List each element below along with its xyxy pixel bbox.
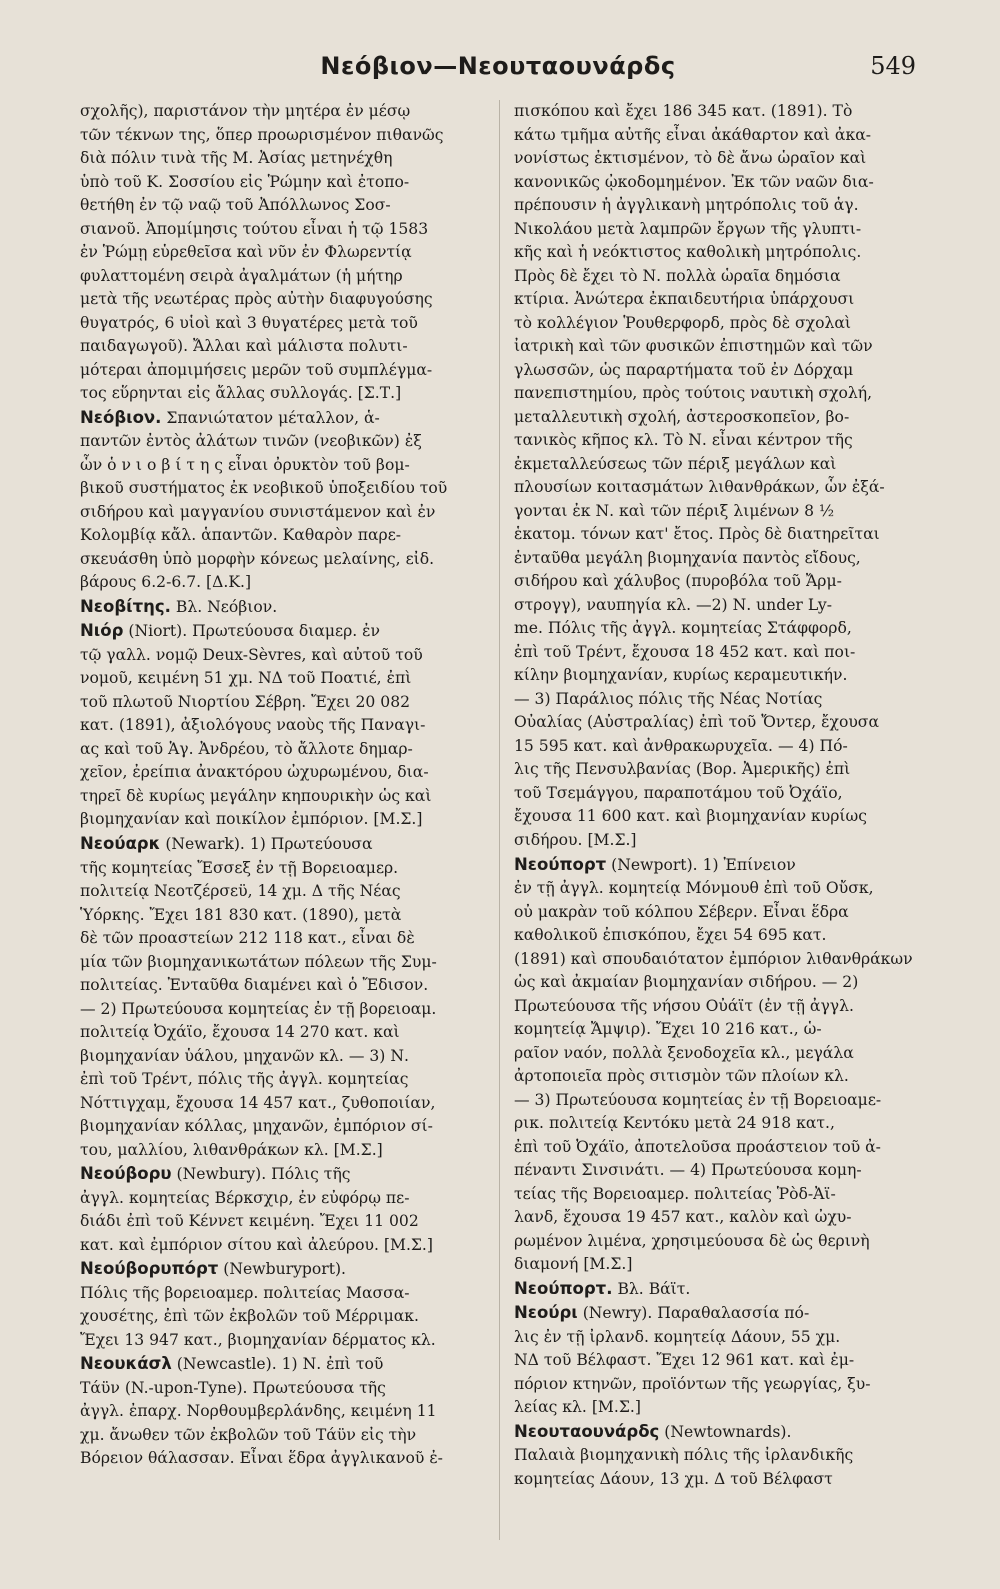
- entry-line: [80, 524, 488, 548]
- entry-line: [514, 265, 922, 289]
- entry-line: [514, 877, 922, 901]
- entry-line: [514, 594, 922, 618]
- entry-text: ἑκατομ. τόνων κατ' ἔτος. Πρὸς δὲ διατηρεῖται: [514, 525, 880, 544]
- entry-line: [80, 927, 488, 951]
- entry-text: — 3) Παράλιος πόλις τῆς Νέας Νοτίας: [514, 689, 823, 708]
- entry-line: [514, 1373, 922, 1397]
- entry-line: [514, 641, 922, 665]
- entry-text: τοῦ Τσεμάγγου, παραποτάμου τοῦ Ὀχάϊο,: [514, 783, 843, 802]
- entry-text: λις ἐν τῇ ἰρλανδ. κομητείᾳ Δάουν, 55 χμ.: [514, 1327, 841, 1346]
- entry-line: [80, 1424, 488, 1448]
- entry-line: [80, 1045, 488, 1069]
- entry-line: [514, 124, 922, 148]
- dictionary-entry: [80, 406, 488, 595]
- entry-text: στρογγ), ναυπηγία κλ. —2) Ν. under Ly-: [514, 595, 832, 614]
- entry-line: [80, 1187, 488, 1211]
- entry-text: βάρους 6.2-6.7. [Δ.Κ.]: [80, 573, 252, 592]
- entry-text: Ἔχει 13 947 κατ., βιομηχανίαν δέρματος κλ.: [80, 1330, 436, 1349]
- entry-line: [514, 1018, 922, 1042]
- entry-line: [514, 1253, 922, 1277]
- entry-line: [514, 1230, 922, 1254]
- entry-headword: Νεούβορυ: [80, 1164, 172, 1184]
- entry-text: Τάϋν (N.-upon-Tyne). Πρωτεύουσα τῆς: [80, 1378, 386, 1397]
- entry-text: σιδήρου καὶ χάλυβος (πυροβόλα τοῦ Ἄρμ-: [514, 572, 842, 591]
- entry-line: [514, 1444, 922, 1468]
- entry-line: [514, 829, 922, 853]
- entry-line: [80, 644, 488, 668]
- entry-line: [80, 241, 488, 265]
- entry-line: [80, 1139, 488, 1163]
- entry-line: [514, 711, 922, 735]
- entry-text: πανεπιστημίου, πρὸς τούτοις ναυτικὴ σχολή,: [514, 384, 873, 403]
- entry-text: κάτω τμῆμα αὐτῆς εἶναι ἀκάθαρτον καὶ ἀκα-: [514, 125, 872, 144]
- entry-headword: Νεουκάσλ: [80, 1354, 172, 1374]
- entry-line: [80, 1447, 488, 1471]
- entry-line: [80, 1305, 488, 1329]
- entry-headword: Νεουταουνάρδς: [514, 1421, 660, 1441]
- entry-text: τῆς κομητείας Ἔσσεξ ἐν τῇ Βορειοαμερ.: [80, 858, 399, 877]
- entry-line: [514, 429, 922, 453]
- entry-line: [80, 761, 488, 785]
- entry-text: κῆς καὶ ἡ νεόκτιστος καθολικὴ μητρόπολις.: [514, 243, 862, 262]
- entry-line: [514, 241, 922, 265]
- entry-text: Ὑόρκης. Ἔχει 181 830 κατ. (1890), μετὰ: [80, 905, 402, 924]
- entry-text: λανδ, ἔχουσα 19 457 κατ., καλὸν καὶ ὠχυ-: [514, 1208, 852, 1227]
- entry-text: (Newbury). Πόλις τῆς: [176, 1165, 351, 1184]
- entry-text: διὰ πόλιν τινὰ τῆς Μ. Ἀσίας μετηνέχθη: [80, 149, 393, 168]
- entry-text: ἰατρικὴ καὶ τῶν φυσικῶν ἐπιστημῶν καὶ τῶν: [514, 337, 873, 356]
- entry-text: διαμονή [Μ.Σ.]: [514, 1255, 633, 1274]
- entry-text: ἐπὶ τοῦ Τρέντ, ἔχουσα 18 452 κατ. καὶ ποι-: [514, 642, 856, 661]
- dictionary-entry: [514, 100, 922, 853]
- entry-text: ΝΔ τοῦ Βέλφαστ. Ἔχει 12 961 κατ. καὶ ἐμ-: [514, 1351, 855, 1370]
- entry-line: [514, 924, 922, 948]
- entry-line: [80, 691, 488, 715]
- entry-line: [80, 808, 488, 832]
- entry-line: [80, 477, 488, 501]
- entry-text: ἀγγλ. ἐπαρχ. Νορθουμβερλάνδης, κειμένη 11: [80, 1402, 437, 1421]
- entry-line: [80, 974, 488, 998]
- entry-headword: Νεούπορτ.: [514, 1278, 613, 1298]
- entry-text: πέναντι Σινσινάτι. — 4) Πρωτεύουσα κομη-: [514, 1161, 862, 1180]
- entry-headword: Νεούπορτ: [514, 854, 607, 874]
- dictionary-entry: [80, 1257, 488, 1352]
- entry-line: [80, 880, 488, 904]
- dictionary-entry: [514, 1301, 922, 1420]
- entry-text: θυγατρός, 6 υἱοὶ καὶ 3 θυγατέρες μετὰ τοῦ: [80, 313, 418, 332]
- entry-text: (Newport). 1) Ἐπίνειον: [611, 855, 796, 874]
- entry-text: πρέπουσιν ἡ ἀγγλικανὴ μητρόπολις τοῦ ἁγ.: [514, 196, 859, 215]
- entry-line: [514, 335, 922, 359]
- entry-headword: Νεούρι: [514, 1303, 578, 1323]
- entry-text: βιομηχανίαν ὑάλου, μηχανῶν κλ. — 3) Ν.: [80, 1046, 409, 1065]
- entry-line: [514, 171, 922, 195]
- entry-text: κατ. (1891), ἀξιολόγους ναοὺς τῆς Παναγι-: [80, 716, 426, 735]
- entry-text: Βλ. Νεόβιον.: [175, 597, 278, 616]
- entry-line: [514, 1159, 922, 1183]
- entry-headword: Νεούαρκ: [80, 833, 161, 853]
- entry-line: [514, 1065, 922, 1089]
- entry-line: [80, 1400, 488, 1424]
- entry-text: ἐπὶ τοῦ Τρέντ, πόλις τῆς ἀγγλ. κομητείας: [80, 1070, 409, 1089]
- entry-line: [80, 571, 488, 595]
- entry-line: [514, 688, 922, 712]
- entry-text: θετήθη ἐν τῷ ναῷ τοῦ Ἀπόλλωνος Σοσ-: [80, 196, 391, 215]
- entry-line: [80, 667, 488, 691]
- entry-text: ἐν τῇ ἀγγλ. κομητείᾳ Μόνμουθ ἐπὶ τοῦ Οὔσκ,: [514, 879, 874, 898]
- entry-text: Νόττιγχαμ, ἔχουσα 14 457 κατ., ζυθοποιίαν,: [80, 1093, 436, 1112]
- entry-line: [80, 335, 488, 359]
- entry-headword: Νεοβίτης.: [80, 596, 171, 616]
- entry-line: [80, 124, 488, 148]
- entry-line: [80, 785, 488, 809]
- entry-line: [514, 995, 922, 1019]
- entry-line: [80, 1210, 488, 1234]
- dictionary-entry: [514, 1420, 922, 1492]
- entry-text: — 3) Πρωτεύουσα κομητείας ἐν τῇ Βορειοαμε-: [514, 1090, 882, 1109]
- entry-line: [80, 951, 488, 975]
- entry-text: τὸ κολλέγιον Ῥουθερφορδ, πρὸς δὲ σχολαὶ: [514, 313, 852, 332]
- entry-text: φυλαττομένη σειρὰ ἀγαλμάτων (ἡ μήτηρ: [80, 266, 403, 285]
- entry-line: [514, 1301, 922, 1326]
- entry-line: [514, 948, 922, 972]
- entry-line: [514, 523, 922, 547]
- entry-line: [514, 805, 922, 829]
- entry-text: βιομηχανίαν καὶ ποικίλον ἐμπόριον. [Μ.Σ.]: [80, 810, 423, 829]
- entry-text: ρωμένον λιμένα, χρησιμεύουσα δὲ ὡς θερινὴ: [514, 1231, 870, 1250]
- dictionary-entry: [80, 619, 488, 832]
- entry-line: [80, 857, 488, 881]
- entry-line: [80, 312, 488, 336]
- entry-text: τοῦ πλωτοῦ Νιορτίου Σέβρη. Ἔχει 20 082: [80, 692, 411, 711]
- entry-line: [514, 100, 922, 124]
- entry-text: ἀρτοποιεῖα πρὸς σιτισμὸν τῶν πλοίων κλ.: [514, 1067, 849, 1086]
- entry-line: [514, 1206, 922, 1230]
- entry-text: Παλαιὰ βιομηχανικὴ πόλις τῆς ἰρλανδικῆς: [514, 1446, 854, 1465]
- entry-text: νονίστως ἐκτισμένον, τὸ δὲ ἄνω ὡραῖον καὶ: [514, 149, 867, 168]
- entry-line: [514, 782, 922, 806]
- entry-text: — 2) Πρωτεύουσα κομητείας ἐν τῇ βορειοαμ.: [80, 999, 437, 1018]
- entry-line: [514, 288, 922, 312]
- entry-text: σιδήρου. [Μ.Σ.]: [514, 830, 637, 849]
- entry-text: Οὐαλίας (Αὐστραλίας) ἐπὶ τοῦ Ὄντερ, ἔχουσα: [514, 713, 879, 732]
- entry-line: [80, 430, 488, 454]
- entry-line: [514, 382, 922, 406]
- entry-text: ἐκμεταλλεύσεως τῶν πέριξ μεγάλων καὶ: [514, 454, 837, 473]
- page-number: 549: [870, 52, 916, 80]
- column-divider: [499, 100, 500, 1540]
- entry-text: μεταλλευτικὴ σχολή, ἀστεροσκοπεῖον, βο-: [514, 407, 850, 426]
- entry-line: [514, 1183, 922, 1207]
- entry-text: δὲ τῶν προαστείων 212 118 κατ., εἶναι δὲ: [80, 929, 415, 948]
- entry-text: Πόλις τῆς βορειοαμερ. πολιτείας Μασσα-: [80, 1283, 410, 1302]
- entry-line: [514, 1326, 922, 1350]
- entry-line: [80, 1329, 488, 1353]
- entry-text: μία τῶν βιομηχανικωτάτων πόλεων τῆς Συμ-: [80, 952, 437, 971]
- entry-line: [80, 998, 488, 1022]
- entry-text: (Newtownards).: [664, 1422, 792, 1441]
- entry-line: [514, 853, 922, 878]
- entry-line: [80, 501, 488, 525]
- entry-text: βιομηχανίαν κόλλας, μηχανῶν, ἐμπόριον σί-: [80, 1117, 433, 1136]
- dictionary-entry: [514, 1277, 922, 1302]
- right-column: [514, 100, 922, 1491]
- page-header: [80, 52, 916, 88]
- entry-text: σιανοῦ. Ἀπομίμησις τούτου εἶναι ἡ τῷ 1583: [80, 219, 429, 238]
- entry-line: [514, 1112, 922, 1136]
- entry-line: [514, 664, 922, 688]
- dictionary-entry: [80, 100, 488, 406]
- left-column: [80, 100, 488, 1471]
- entry-line: [80, 1092, 488, 1116]
- entry-text: χουσέτης, ἐπὶ τῶν ἐκβολῶν τοῦ Μέρριμακ.: [80, 1307, 419, 1326]
- entry-text: τῶν τέκνων της, ὅπερ προωρισμένον πιθανῶς: [80, 125, 444, 144]
- entry-text: μότεραι ἀπομιμήσεις μερῶν τοῦ συμπλέγμα-: [80, 360, 433, 379]
- entry-text: ὧν ὁ ν ι ο β ί τ η ς εἶναι ὀρυκτὸν τοῦ βομ-: [80, 455, 410, 474]
- entry-text: τος εὕρηνται εἰς ἄλλας συλλογάς. [Σ.Τ.]: [80, 384, 402, 403]
- entry-text: διάδι ἐπὶ τοῦ Κέννετ κειμένη. Ἔχει 11 002: [80, 1212, 419, 1231]
- entry-text: (Newcastle). 1) Ν. ἐπὶ τοῦ: [176, 1355, 384, 1374]
- entry-text: πισκόπου καὶ ἔχει 186 345 κατ. (1891). Τὸ: [514, 102, 853, 120]
- entry-headword: Νεούβορυπόρτ: [80, 1259, 219, 1279]
- entry-line: [80, 100, 488, 124]
- entry-line: [80, 548, 488, 572]
- entry-text: παντῶν ἐντὸς ἀλάτων τινῶν (νεοβικῶν) ἐξ: [80, 432, 422, 451]
- entry-text: Πρωτεύουσα τῆς νήσου Οὐάϊτ (ἐν τῇ ἀγγλ.: [514, 996, 854, 1015]
- entry-text: λείας κλ. [Μ.Σ.]: [514, 1398, 641, 1417]
- entry-line: [80, 1352, 488, 1377]
- entry-text: 15 595 κατ. καὶ ἀνθρακωρυχεῖα. — 4) Πό-: [514, 736, 848, 755]
- entry-line: [80, 265, 488, 289]
- dictionary-entry: [80, 832, 488, 1162]
- entry-text: πόριον κτηνῶν, προϊόντων τῆς γεωργίας, ξυ-: [514, 1374, 871, 1393]
- entry-line: [514, 500, 922, 524]
- entry-text: κτίρια. Ἀνώτερα ἐκπαιδευτήρια ὑπάρχουσι: [514, 290, 855, 309]
- entry-text: Βλ. Βάϊτ.: [617, 1279, 691, 1298]
- entry-text: παιδαγωγοῦ). Ἄλλαι καὶ μάλιστα πολυτι-: [80, 337, 408, 356]
- entry-text: ὡς καὶ ἀκμαίαν βιομηχανίαν σιδήρου. — 2): [514, 973, 859, 992]
- entry-text: τῷ γαλλ. νομῷ Deux-Sèvres, καὶ αὐτοῦ τοῦ: [80, 645, 423, 664]
- entry-text: ὑπὸ τοῦ Κ. Σοσσίου εἰς Ῥώμην καὶ ἐτοπο-: [80, 172, 410, 191]
- entry-line: [80, 454, 488, 478]
- entry-text: τηρεῖ δὲ κυρίως μεγάλην κηπουρικὴν ὡς καὶ: [80, 786, 432, 805]
- entry-text: του, μαλλίου, λιθανθράκων κλ. [Μ.Σ.]: [80, 1140, 383, 1159]
- entry-text: οὐ μακρὰν τοῦ κόλπου Σέβερν. Εἶναι ἕδρα: [514, 902, 849, 921]
- entry-text: κατ. καὶ ἐμπόριον σίτου καὶ ἀλεύρου. [Μ.Σ.]: [80, 1235, 433, 1254]
- entry-line: [514, 1396, 922, 1420]
- entry-text: Σπανιώτατον μέταλλον, ἁ-: [166, 408, 380, 427]
- entry-line: [514, 312, 922, 336]
- entry-text: καθολικοῦ ἐπισκόπου, ἔχει 54 695 κατ.: [514, 926, 827, 945]
- entry-text: me. Πόλις τῆς ἀγγλ. κομητείας Στάφφορδ,: [514, 619, 852, 638]
- entry-line: [80, 619, 488, 644]
- entry-line: [514, 570, 922, 594]
- entry-text: (Newark). 1) Πρωτεύουσα: [165, 834, 373, 853]
- entry-line: [514, 547, 922, 571]
- entry-line: [80, 832, 488, 857]
- entry-text: μετὰ τῆς νεωτέρας πρὸς αὐτὴν διαφυγούσης: [80, 290, 433, 309]
- dictionary-entry: [80, 595, 488, 620]
- entry-line: [80, 1234, 488, 1258]
- entry-line: [514, 194, 922, 218]
- entry-line: [80, 288, 488, 312]
- entry-line: [514, 453, 922, 477]
- entry-text: πλουσίων κοιτασμάτων λιθανθράκων, ὧν ἐξά-: [514, 478, 885, 497]
- entry-text: Πρὸς δὲ ἔχει τὸ Ν. πολλὰ ὡραῖα δημόσια: [514, 266, 841, 285]
- entry-line: [514, 1042, 922, 1066]
- entry-line: [514, 758, 922, 782]
- entry-text: ας καὶ τοῦ Ἁγ. Ἀνδρέου, τὸ ἄλλοτε δημαρ-: [80, 739, 413, 758]
- entry-line: [80, 1068, 488, 1092]
- entry-text: πολιτείᾳ Νεοτζέρσεϋ, 14 χμ. Δ τῆς Νέας: [80, 882, 401, 901]
- entry-text: τανικὸς κῆπος κλ. Τὸ Ν. εἶναι κέντρον τῆς: [514, 431, 853, 450]
- entry-text: κομητείᾳ Ἄμψιρ). Ἔχει 10 216 κατ., ὡ-: [514, 1020, 822, 1039]
- entry-line: [80, 738, 488, 762]
- entry-line: [514, 1349, 922, 1373]
- entry-line: [80, 382, 488, 406]
- entry-text: (Newry). Παραθαλασσία πό-: [582, 1304, 810, 1323]
- entry-text: κανονικῶς ᾠκοδομημένον. Ἐκ τῶν ναῶν δια-: [514, 172, 874, 191]
- entry-text: Βόρειον θάλασσαν. Εἶναι ἕδρα ἀγγλικανοῦ ἐ-: [80, 1449, 443, 1468]
- entry-text: ραῖον ναόν, πολλὰ ξενοδοχεῖα κλ., μεγάλα: [514, 1043, 854, 1062]
- entry-line: [80, 359, 488, 383]
- dictionary-entry: [514, 853, 922, 1277]
- entry-line: [80, 1021, 488, 1045]
- entry-text: γονται ἐκ Ν. καὶ τῶν πέριξ λιμένων 8 ½: [514, 501, 835, 520]
- entry-line: [80, 904, 488, 928]
- entry-text: βικοῦ συστήματος ἐκ νεοβικοῦ ὑποξειδίου τοῦ: [80, 479, 448, 498]
- entry-line: [80, 595, 488, 620]
- entry-line: [514, 617, 922, 641]
- entry-text: ἀγγλ. κομητείας Βέρκσχιρ, ἐν εὐφόρῳ πε-: [80, 1188, 410, 1207]
- entry-line: [80, 1282, 488, 1306]
- entry-text: Νικολάου μετὰ λαμπρῶν ἔργων τῆς γλυπτι-: [514, 219, 862, 238]
- entry-line: [514, 1277, 922, 1302]
- entry-headword: Νιόρ: [80, 621, 124, 641]
- entry-text: πολιτείας. Ἐνταῦθα διαμένει καὶ ὁ Ἔδισον.: [80, 976, 429, 995]
- entry-line: [514, 476, 922, 500]
- entry-text: κίλην βιομηχανίαν, κυρίως κεραμευτικήν.: [514, 666, 848, 685]
- entry-line: [80, 406, 488, 431]
- entry-text: Κολομβίᾳ κἄλ. ἁπαντῶν. Καθαρὸν παρε-: [80, 526, 402, 545]
- entry-text: νομοῦ, κειμένη 51 χμ. ΝΔ τοῦ Ποατιέ, ἐπὶ: [80, 669, 412, 688]
- entry-text: χμ. ἄνωθεν τῶν ἐκβολῶν τοῦ Τάϋν εἰς τὴν: [80, 1425, 417, 1444]
- entry-line: [80, 1115, 488, 1139]
- entry-line: [80, 1162, 488, 1187]
- entry-text: ἐπὶ τοῦ Ὀχάϊο, ἀποτελοῦσα προάστειον τοῦ ἀ-: [514, 1137, 881, 1156]
- entry-line: [514, 1089, 922, 1113]
- entry-line: [514, 147, 922, 171]
- entry-line: [80, 714, 488, 738]
- entry-text: ἔχουσα 11 600 κατ. καὶ βιομηχανίαν κυρίως: [514, 807, 867, 826]
- dictionary-entry: [80, 1162, 488, 1257]
- entry-line: [514, 218, 922, 242]
- entry-line: [514, 359, 922, 383]
- entry-line: [514, 1136, 922, 1160]
- entry-text: (Newburyport).: [223, 1260, 347, 1279]
- entry-text: ἐνταῦθα μεγάλη βιομηχανία παντὸς εἴδους,: [514, 548, 861, 567]
- entry-line: [514, 971, 922, 995]
- entry-text: σιδήρου καὶ μαγγανίου συνιστάμενον καὶ ἐν: [80, 502, 436, 521]
- running-title: Νεόβιον—Νεουταουνάρδς: [320, 52, 676, 80]
- entry-text: γλωσσῶν, ὡς παραρτήματα τοῦ ἐν Δόρχαμ: [514, 360, 854, 379]
- entry-text: λις τῆς Πενσυλβανίας (Βορ. Ἀμερικῆς) ἐπὶ: [514, 760, 851, 779]
- entry-line: [80, 218, 488, 242]
- entry-text: ἐν Ῥώμῃ εὑρεθεῖσα καὶ νῦν ἐν Φλωρεντίᾳ: [80, 243, 412, 262]
- entry-text: (1891) καὶ σπουδαιότατον ἐμπόριον λιθανθράκων: [514, 949, 913, 968]
- entry-text: κομητείας Δάουν, 13 χμ. Δ τοῦ Βέλφαστ: [514, 1469, 833, 1488]
- entry-text: χεῖον, ἐρείπια ἀνακτόρου ὠχυρωμένου, δια-: [80, 763, 429, 782]
- entry-text: ρικ. πολιτείᾳ Κεντόκυ μετὰ 24 918 κατ.,: [514, 1114, 835, 1133]
- entry-line: [514, 901, 922, 925]
- entry-line: [80, 171, 488, 195]
- entry-line: [514, 1420, 922, 1445]
- entry-line: [514, 735, 922, 759]
- entry-text: σκευάσθη ὑπὸ μορφὴν κόνεως μελαίνης, εἰδ.: [80, 549, 435, 568]
- entry-line: [514, 1468, 922, 1492]
- entry-line: [80, 194, 488, 218]
- dictionary-entry: [80, 1352, 488, 1471]
- entry-line: [80, 1257, 488, 1282]
- entry-text: πολιτείᾳ Ὀχάϊο, ἔχουσα 14 270 κατ. καὶ: [80, 1023, 400, 1042]
- entry-line: [80, 1377, 488, 1401]
- entry-headword: Νεόβιον.: [80, 407, 162, 427]
- entry-line: [514, 406, 922, 430]
- entry-text: τείας τῆς Βορειοαμερ. πολιτείας Ῥὸδ-Ἀϊ-: [514, 1184, 836, 1203]
- entry-line: [80, 147, 488, 171]
- entry-text: σχολῆς), παριστάνον τὴν μητέρα ἐν μέσῳ: [80, 102, 411, 120]
- entry-text: (Niort). Πρωτεύουσα διαμερ. ἐν: [128, 622, 381, 641]
